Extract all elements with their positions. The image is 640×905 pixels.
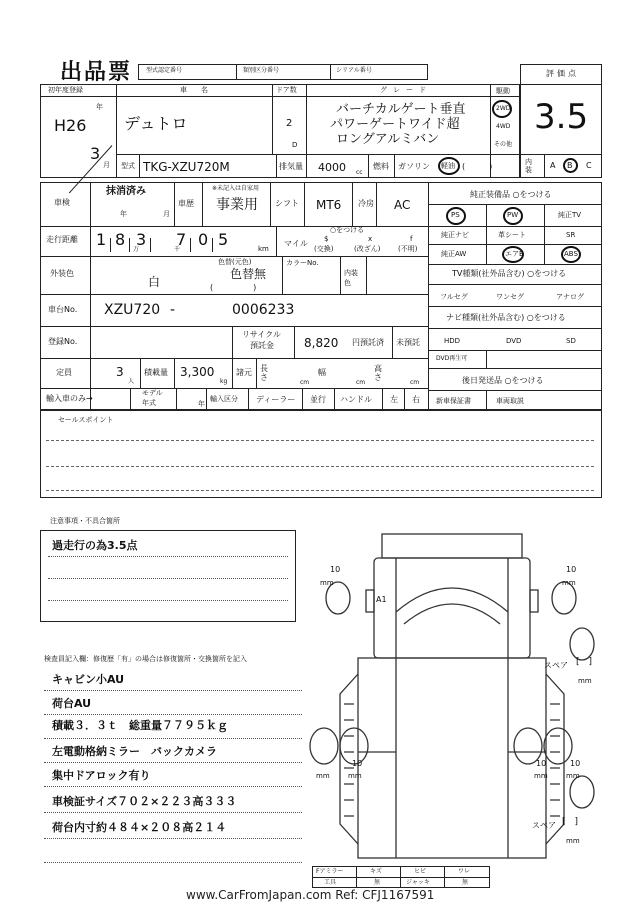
chassis-prefix: XZU720 [104,302,161,318]
inspection-label: 車検 [54,198,70,207]
legend-tools: 工具 [324,879,337,886]
equip-pw: PW [507,211,519,219]
mileage-digit-separator [212,238,213,252]
nav-sd: SD [566,337,576,345]
legend-scratch: キズ [370,868,382,875]
mileage-digit: 0 [198,230,209,249]
history-label: 車歴 [178,199,194,208]
drive-label: 駆動 [496,87,510,95]
tire-rear-right-outer [544,728,572,764]
shift-label: シフト [275,199,299,208]
chassis-dash: - [170,302,176,318]
legend-jack: ジャッキ [406,879,430,886]
spare-upper-label: スペア [544,661,568,670]
capacity-label: 定員 [56,368,72,377]
mileage-unknown-symbol: f [410,235,413,243]
mileage-digit-separator [190,238,191,252]
grade-line3: ロングアルミバン [336,132,440,147]
legend-break: ワレ [458,868,471,875]
width-unit: cm [356,379,366,386]
equip-aw: 純正AW [441,250,467,258]
history-note: ※未記入は自家用 [212,185,260,192]
tire-spare-upper [570,628,594,660]
mileage-digit: 5 [218,230,229,249]
tire-fl-unit: mm [320,579,334,587]
legend-tools-value: 無 [374,879,381,886]
color-no-label: カラーNo. [286,259,319,267]
mileage-tampered: (改ざん) [354,245,381,253]
tire-rl-inner-unit: mm [348,772,362,780]
form-title: 出品票 [60,60,133,85]
equip-airbag: エアB [505,250,524,258]
capacity-unit: 人 [128,378,135,385]
nav-title: ナビ種類(社外品含む) ○をつける [446,313,566,322]
later-warranty: 新車保証書 [436,397,471,405]
notes-line-1: 過走行の為3.5点 [52,539,138,552]
model-value: TKG-XZU720M [143,160,230,174]
history-value: 事業用 [216,197,258,213]
mileage-digit: 7 [176,230,187,249]
door-suffix: D [292,141,298,149]
category-label: 類別区分番号 [243,67,280,74]
equip-leather: 革シート [498,231,526,239]
interior-b: B [567,161,573,170]
tire-rr-outer-unit: mm [566,772,580,780]
inspector-line-2: 荷台AU [52,697,92,710]
ac-value: AC [394,198,411,212]
exterior-color-label: 外装色 [50,269,74,278]
legend-jack-value: 無 [462,879,469,886]
dvd-playback: DVD再生可 [436,355,468,362]
grade-line1: バーチカルゲート垂直 [336,102,466,117]
model-year-label-1: モデル [142,389,163,397]
nav-hdd: HDD [444,337,461,345]
eval-label: 評価点 [546,69,579,78]
inspector-line-3: 積載３．３ｔ 総重量７７９５ｋｇ [52,719,228,732]
import-parallel: 並行 [310,395,326,404]
chassis-label: 車台No. [48,305,78,314]
model-cert-label: 型式認定番号 [146,67,183,74]
inspection-value: 抹消済み [106,186,146,197]
first-reg-month: 3 [90,144,101,163]
cab-windshield [396,588,508,612]
recycle-value: 8,820 [304,336,339,350]
inspection-year-unit: 年 [120,210,127,218]
tire-rear-left-outer [310,728,338,764]
load-label: 積載量 [144,368,168,377]
notes-title: 注意事項・不具合箇所 [50,517,120,525]
mileage-digit: 1 [96,230,107,249]
drive-other: その他 [494,141,513,148]
fuel-gasoline: ガソリン [398,162,430,171]
doors-value: 2 [286,118,293,129]
tire-rl-outer-unit: mm [316,772,330,780]
fuel-other-paren: ( ) [462,162,493,171]
height-unit: cm [410,379,420,386]
damage-a1: A1 [376,595,387,604]
spare-lower-unit: mm [566,837,580,845]
spare-lower-label: スペア [532,821,556,830]
dims-label: 諸元 [236,368,252,377]
cab-roof [382,534,522,558]
capacity-value: 3 [116,365,124,379]
grade-label: グレード [380,86,432,94]
later-title: 後日発送品 ○をつける [462,376,544,385]
tv-fullseg: フルセグ [440,293,468,301]
load-unit: kg [220,378,228,385]
equip-abs: ABS [564,250,578,258]
spare-lower-paren: [ ] [562,817,579,827]
drive-4wd: 4WD [496,123,511,130]
repaint-paren: ( ) [210,283,257,292]
handle-label: ハンドル [340,395,372,404]
tire-rr-inner-unit: mm [534,772,548,780]
sales-point-box [40,410,602,498]
mileage-digit-separator [129,238,130,252]
repaint-label: 色替(元色) [218,258,252,266]
interior-label: 内装 [525,158,532,174]
interior-a: A [550,161,556,170]
legend-mirror: Fアミラー [316,868,344,875]
year-unit: 年 [96,103,103,111]
width-label: 幅 [318,368,326,377]
mileage-man-unit: 万 [133,246,140,253]
equipment-title: 純正装備品 ○をつける [470,190,552,199]
fuel-diesel: 軽油 [441,162,455,170]
recycle-deposited: 円預託済 [352,338,384,347]
tire-fl-value: 10 [330,565,341,574]
fuel-label: 燃料 [373,162,389,171]
month-unit: 月 [103,161,110,169]
tire-fr-unit: mm [562,579,576,587]
length-unit: cm [300,379,310,386]
serial-label: シリアル番号 [336,67,372,74]
inspection-month-unit: 月 [163,210,170,218]
height-label: 高さ [374,364,382,382]
mileage-tampered-symbol: x [368,235,373,243]
equip-navi: 純正ナビ [441,231,469,239]
cc-unit: cc [356,169,363,176]
mileage-label: 走行距離 [46,235,78,244]
recycle-label-1: リサイクル [242,330,281,339]
model-year-label-2: 年式 [142,399,156,407]
equip-tv: 純正TV [558,211,582,219]
registration-label: 登録No. [48,337,78,346]
tv-analog: アナログ [556,293,584,301]
inspector-notes-area [40,666,304,866]
truck-diagram [300,524,600,864]
mileage-mile: マイル [284,239,308,248]
inspector-line-4: 左電動格納ミラー バックカメラ [52,745,217,758]
mileage-circle-hint: ○をつける [330,226,365,234]
spare-upper-unit: mm [578,677,592,685]
nav-dvd: DVD [506,337,522,345]
recycle-not-deposited: 未預託 [396,338,420,347]
car-name-label: 車名 [180,86,222,94]
inspector-label: 検査員記入欄：修復歴「有」の場合は修復箇所・交換箇所を記入 [44,655,247,663]
grade-line2: パワーゲートワイド超 [330,117,460,132]
inspector-line-6: 車検証サイズ７０２×２２３高３３３ [52,795,237,808]
first-reg-label: 初年度登録 [48,86,83,94]
mileage-digit-separator [110,238,111,252]
mileage-digit: 8 [115,230,126,249]
later-manual: 車両取説 [496,397,524,405]
load-value: 3,300 [180,365,215,379]
mileage-sen-unit: 千 [174,246,181,253]
equip-ps: PS [451,211,460,219]
handle-left: 左 [390,395,398,404]
exterior-color: 白 [148,275,161,289]
displacement-label: 排気量 [279,162,303,171]
displacement-value: 4000 [318,161,346,174]
handle-right: 右 [412,395,420,404]
recycle-label-2: 預託金 [250,341,274,350]
tire-spare-lower [570,776,594,808]
interior-c: C [586,161,592,170]
cab-body [374,558,530,658]
shift-value: MT6 [316,198,342,212]
mileage-digit: 3 [136,230,147,249]
equip-sr: SR [566,231,576,239]
inspector-line-1: キャビン小AU [52,673,125,686]
import-label: 輸入車のみ→ [46,394,93,403]
import-category-label: 輸入区分 [210,395,238,403]
model-year-unit: 年 [198,400,205,408]
mileage-digit-separator [150,238,151,252]
eval-score: 3.5 [534,97,589,137]
tire-rr-outer-value: 10 [570,759,581,768]
mileage-exchanged-symbol: $ [324,235,329,243]
interior-color-label: 内装色 [344,269,358,287]
chassis-number: 0006233 [232,302,295,318]
mileage-exchanged: (交換) [314,245,334,253]
length-label: 長さ [260,364,268,382]
tv-oneseg: ワンセグ [496,293,524,301]
first-reg-year: H26 [54,116,87,135]
inspector-line-7: 荷台内寸約４８４×２０８高２１４ [52,821,227,834]
watermark: www.CarFromJapan.com Ref: CFJ1167591 [186,888,435,902]
legend-crack: ヒビ [414,868,427,875]
import-dealer: ディーラー [256,395,296,404]
ac-label: 冷房 [358,199,374,208]
tire-rr-inner-value: 10 [536,759,547,768]
spare-upper-paren: [ ] [576,657,593,667]
drive-2wd: 2WD [496,105,511,112]
model-label: 型式 [121,162,135,170]
tv-title: TV種類(社外品含む) ○をつける [452,269,567,278]
doors-label: ドア数 [276,86,297,94]
mileage-unknown: (不明) [398,245,418,253]
tire-rl-inner-value: 10 [352,759,363,768]
tire-fr-value: 10 [566,565,577,574]
repaint-value: 色替無 [230,267,267,281]
mileage-km-unit: km [258,245,269,253]
inspector-line-5: 集中ドアロック有り [52,769,151,782]
car-name: デュトロ [124,114,188,133]
sales-point-label: セールスポイント [58,416,114,424]
